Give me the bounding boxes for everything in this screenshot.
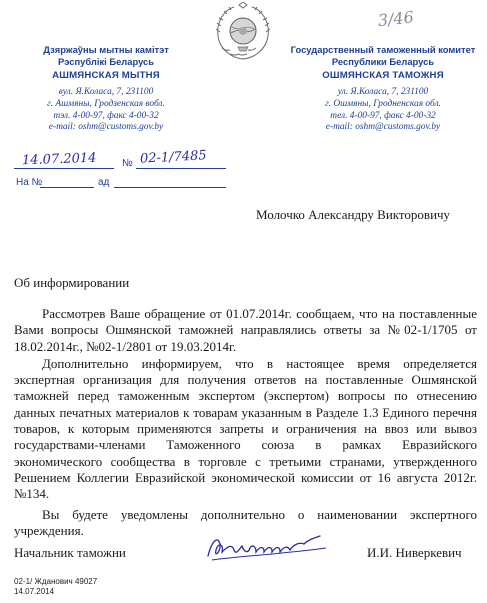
registration-number: 02-1/7485 <box>139 148 208 167</box>
right-department: ОШМЯНСКАЯ ТАМОЖНЯ <box>322 70 444 81</box>
addressee: Молочко Александру Викторовичу <box>256 207 451 222</box>
reference-date-line <box>114 187 226 188</box>
right-address-line3: тел. 4-00-97, факс 4-00-32 <box>330 110 436 121</box>
registration-number-line <box>136 168 226 169</box>
paragraph-1: Рассмотрев Ваше обращение от 01.07.2014г. сообщаем, что на поставленные Вами вопросы Ошмянской таможней направлялись ответы за №02-1/1705 от 18.02.2014г., №02-1/2801 от 19.03.2014г. <box>14 306 477 354</box>
incoming-stamp-number: 3/46 <box>376 7 415 31</box>
left-department: АШМЯНСКАЯ МЫТНЯ <box>52 70 160 81</box>
right-org-line1: Государственный таможенный комитет <box>290 44 476 55</box>
right-address-line2: г. Ошмяны, Гродненская обл. <box>325 98 441 109</box>
paragraph-3: Вы будете уведомлены дополнительно о наименовании экспертного учреждения. <box>14 506 477 538</box>
registration-date: 14.07.2014 <box>21 150 97 169</box>
signatory-name: И.И. Ниверкевич <box>367 545 462 560</box>
left-address-line4: e-mail: oshm@customs.gov.by <box>48 122 164 133</box>
registration-date-line <box>14 168 114 169</box>
right-letterhead <box>283 44 483 134</box>
registration-number-sign: № <box>122 158 133 169</box>
left-address-line2: г. Ашмяны, Гродзенская вобл. <box>47 98 165 109</box>
right-address-line4: e-mail: oshm@customs.gov.by <box>325 122 441 133</box>
subject: Об информировании <box>14 275 130 290</box>
signatory-title: Начальник таможни <box>14 545 126 560</box>
left-address-line1: вул. Я.Коласа, 7, 231100 <box>58 87 154 97</box>
letter-body <box>14 306 477 539</box>
left-letterhead <box>8 44 204 134</box>
handwritten-signature <box>202 530 332 564</box>
reference-label: На № <box>16 177 43 188</box>
right-org-line2: Республики Беларусь <box>331 56 435 67</box>
left-org-line1: Дзяржаўны мытны камітэт <box>43 44 169 55</box>
state-emblem <box>210 2 276 64</box>
right-address-line1: ул. Я.Коласа, 7, 231100 <box>337 87 429 97</box>
footer-date: 14.07.2014 <box>14 587 55 596</box>
left-org-line2: Рэспублікі Беларусь <box>57 56 155 67</box>
reference-from-label: ад <box>98 177 110 188</box>
paragraph-2: Дополнительно информируем, что в настоящее время определяется экспертная организация для получения ответов на поставленные Ошмянской таможней перед таможенным экспертом (экспертом) вопросы по отнесению данных печатных материалов к товарам указанным в Разделе 1.3 Единого перечня товаров, к которым применяются запреты и ограничения на ввоз или вывоз государствами-членами Таможенного союза в рамках Евразийского экономического сообщества в торговле с третьими странами, утвержденного Решением Коллегии Евразийской экономической комиссии от 16 августа 2012г. №134. <box>14 355 477 502</box>
footer-executor: 02-1/ Жданович 49027 <box>14 577 98 586</box>
reference-number-line <box>40 187 94 188</box>
left-address-line3: тэл. 4-00-97, факс 4-00-32 <box>53 110 159 121</box>
